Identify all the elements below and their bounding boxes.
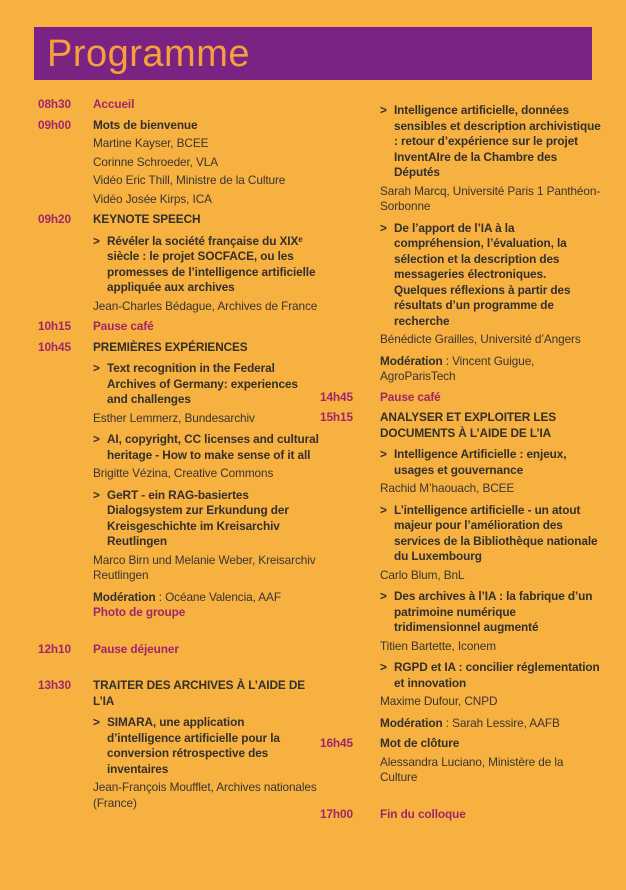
time-label: 09h00 bbox=[38, 117, 71, 132]
bullet-marker-icon: > bbox=[380, 589, 387, 603]
speaker-line: Jean-François Moufflet, Archives nationales (France) bbox=[93, 780, 317, 810]
bullet-marker-icon: > bbox=[380, 660, 387, 674]
row-content bbox=[380, 390, 602, 406]
talk-title-text: Intelligence artificielle, données sensibles et description archivistique : retour d’expérience sur le projet InventAIre de la Chambre des Députés bbox=[394, 103, 601, 179]
time-label: 15h15 bbox=[320, 410, 353, 424]
time-label: 17h00 bbox=[320, 806, 353, 821]
left-column bbox=[38, 97, 320, 822]
programme-row bbox=[38, 97, 320, 113]
time-label: 14h45 bbox=[320, 389, 353, 404]
programme-row bbox=[38, 212, 320, 314]
bullet-marker-icon: > bbox=[380, 220, 387, 235]
time-label: 08h30 bbox=[38, 97, 71, 111]
moderation-text: : Océane Valencia, AAF bbox=[155, 589, 281, 604]
talk-title-text: Révéler la société française du XIXᵉ siècle : le projet SOCFACE, ou les promesses de l’intelligence artificielle appliquée aux archives bbox=[107, 233, 316, 294]
break-label: Fin du colloque bbox=[380, 806, 466, 821]
moderation-line bbox=[93, 590, 320, 606]
row-content bbox=[93, 642, 320, 658]
row-content bbox=[93, 340, 320, 621]
programme-row bbox=[38, 118, 320, 208]
programme-row bbox=[320, 390, 602, 406]
time-label: 13h30 bbox=[38, 678, 71, 692]
row-content bbox=[380, 410, 602, 731]
row-content bbox=[93, 678, 320, 811]
talk-title bbox=[380, 103, 602, 181]
speaker-line: Marco Birn und Melanie Weber, Kreisarchiv Reutlingen bbox=[93, 552, 316, 582]
row-content bbox=[380, 807, 602, 823]
talk-title-text: De l’apport de l’IA à la compréhension, l’évaluation, la sélection et la description des messageries électroniques. Quelques réflexions à partir des résultats d’un programme de recherche bbox=[394, 220, 571, 328]
break-label: Pause déjeuner bbox=[93, 641, 179, 656]
session-title: PREMIÈRES EXPÉRIENCES bbox=[93, 339, 248, 354]
speaker-line: Esther Lemmerz, Bundesarchiv bbox=[93, 410, 255, 425]
speaker-line: Jean-Charles Bédague, Archives de France bbox=[93, 298, 318, 313]
programme-row bbox=[38, 678, 320, 811]
speaker-line: Bénédicte Grailles, Université d’Angers bbox=[380, 332, 581, 346]
moderation-text: : Vincent Guigue, AgroParisTech bbox=[380, 353, 535, 383]
speaker-line: Maxime Dufour, CNPD bbox=[380, 694, 498, 708]
session-title: TRAITER DES ARCHIVES À L’AIDE DE L’IA bbox=[93, 678, 306, 708]
talk-title bbox=[380, 221, 602, 330]
talk-title-text: Intelligence Artificielle : enjeux, usages et gouvernance bbox=[394, 447, 567, 477]
talk-title bbox=[380, 503, 602, 565]
talk-title bbox=[380, 589, 602, 636]
programme-row bbox=[38, 340, 320, 621]
bullet-marker-icon: > bbox=[380, 103, 387, 117]
programme-row bbox=[38, 642, 320, 658]
bullet-marker-icon: > bbox=[93, 432, 100, 446]
talk-title bbox=[380, 660, 602, 691]
programme-row bbox=[38, 319, 320, 335]
session-title: Mots de bienvenue bbox=[93, 117, 198, 132]
row-content bbox=[93, 212, 320, 314]
row-content bbox=[380, 97, 602, 385]
moderation-label: Modération bbox=[380, 353, 443, 368]
time-label bbox=[320, 97, 380, 385]
programme-columns bbox=[38, 97, 602, 822]
talk-title-text: AI, copyright, CC licenses and cultural heritage - How to make sense of it all bbox=[107, 432, 319, 462]
break-label: Pause café bbox=[380, 389, 441, 404]
bullet-marker-icon: > bbox=[93, 487, 100, 502]
bullet-marker-icon: > bbox=[93, 233, 100, 248]
talk-title-text: Des archives à l’IA : la fabrique d’un patrimoine numérique tridimensionnel augmenté bbox=[394, 589, 593, 634]
break-label: Accueil bbox=[93, 97, 135, 111]
programme-row bbox=[320, 97, 602, 385]
bullet-marker-icon: > bbox=[380, 447, 387, 461]
break-label: Pause café bbox=[93, 319, 154, 333]
moderation-text: : Sarah Lessire, AAFB bbox=[442, 715, 560, 730]
time-label: 16h45 bbox=[320, 736, 353, 750]
talk-title bbox=[93, 488, 320, 550]
bullet-marker-icon: > bbox=[380, 502, 387, 517]
speaker-line: Titien Bartette, Iconem bbox=[380, 638, 496, 653]
page-title: Programme bbox=[47, 32, 250, 75]
talk-title bbox=[93, 234, 320, 296]
bullet-marker-icon: > bbox=[93, 715, 100, 729]
moderation-line bbox=[380, 716, 602, 732]
session-title: Mot de clôture bbox=[380, 736, 460, 750]
programme-row bbox=[320, 736, 602, 786]
talk-title-text: GeRT - ein RAG-basiertes Dialogsystem zur Erkundung der Kreisgeschichte im Kreisarchiv Reutlingen bbox=[107, 487, 289, 548]
speaker-line: Sarah Marcq, Université Paris 1 Panthéon-Sorbonne bbox=[380, 183, 601, 213]
speaker-line: Martine Kayser, BCEE bbox=[93, 136, 209, 150]
speaker-line: Corinne Schroeder, VLA bbox=[93, 154, 219, 169]
time-label: 10h15 bbox=[38, 319, 71, 333]
moderation-label: Modération bbox=[380, 715, 443, 730]
time-label: 12h10 bbox=[38, 641, 71, 656]
row-content bbox=[380, 736, 602, 786]
programme-row bbox=[320, 807, 602, 823]
session-title: KEYNOTE SPEECH bbox=[93, 212, 201, 226]
time-label: 09h20 bbox=[38, 212, 71, 226]
speaker-line: Brigitte Vézina, Creative Commons bbox=[93, 466, 274, 480]
talk-title bbox=[93, 361, 320, 408]
row-content bbox=[93, 97, 320, 113]
talk-title-text: Text recognition in the Federal Archives of Germany: experiences and challenges bbox=[107, 361, 298, 406]
moderation-line bbox=[380, 354, 602, 385]
row-content bbox=[93, 118, 320, 208]
right-column bbox=[320, 97, 602, 822]
page-title-banner bbox=[34, 27, 592, 80]
speaker-line: Rachid M’haouach, BCEE bbox=[380, 481, 515, 495]
time-label: 10h45 bbox=[38, 339, 71, 354]
talk-title bbox=[380, 447, 602, 478]
talk-title bbox=[93, 715, 320, 777]
row-content bbox=[93, 319, 320, 335]
speaker-line: Carlo Blum, BnL bbox=[380, 567, 465, 582]
session-title: ANALYSER ET EXPLOITER LES DOCUMENTS À L’AIDE DE L’IA bbox=[380, 410, 557, 440]
talk-title-text: L’intelligence artificielle - un atout majeur pour l’amélioration des services de la Bibliothèque nationale du Luxembourg bbox=[394, 502, 598, 563]
speaker-line: Vidéo Eric Thill, Ministre de la Culture bbox=[93, 173, 286, 187]
bullet-marker-icon: > bbox=[93, 361, 100, 375]
moderation-label: Modération bbox=[93, 589, 156, 604]
speaker-line: Alessandra Luciano, Ministère de la Culture bbox=[380, 754, 564, 784]
programme-row bbox=[320, 410, 602, 731]
talk-title-text: SIMARA, une application d’intelligence artificielle pour la conversion rétrospective des inventaires bbox=[107, 715, 280, 776]
talk-title-text: RGPD et IA : concilier réglementation et innovation bbox=[394, 660, 600, 690]
break-label: Photo de groupe bbox=[93, 605, 186, 619]
speaker-line: Vidéo Josée Kirps, ICA bbox=[93, 191, 212, 206]
talk-title bbox=[93, 432, 320, 463]
